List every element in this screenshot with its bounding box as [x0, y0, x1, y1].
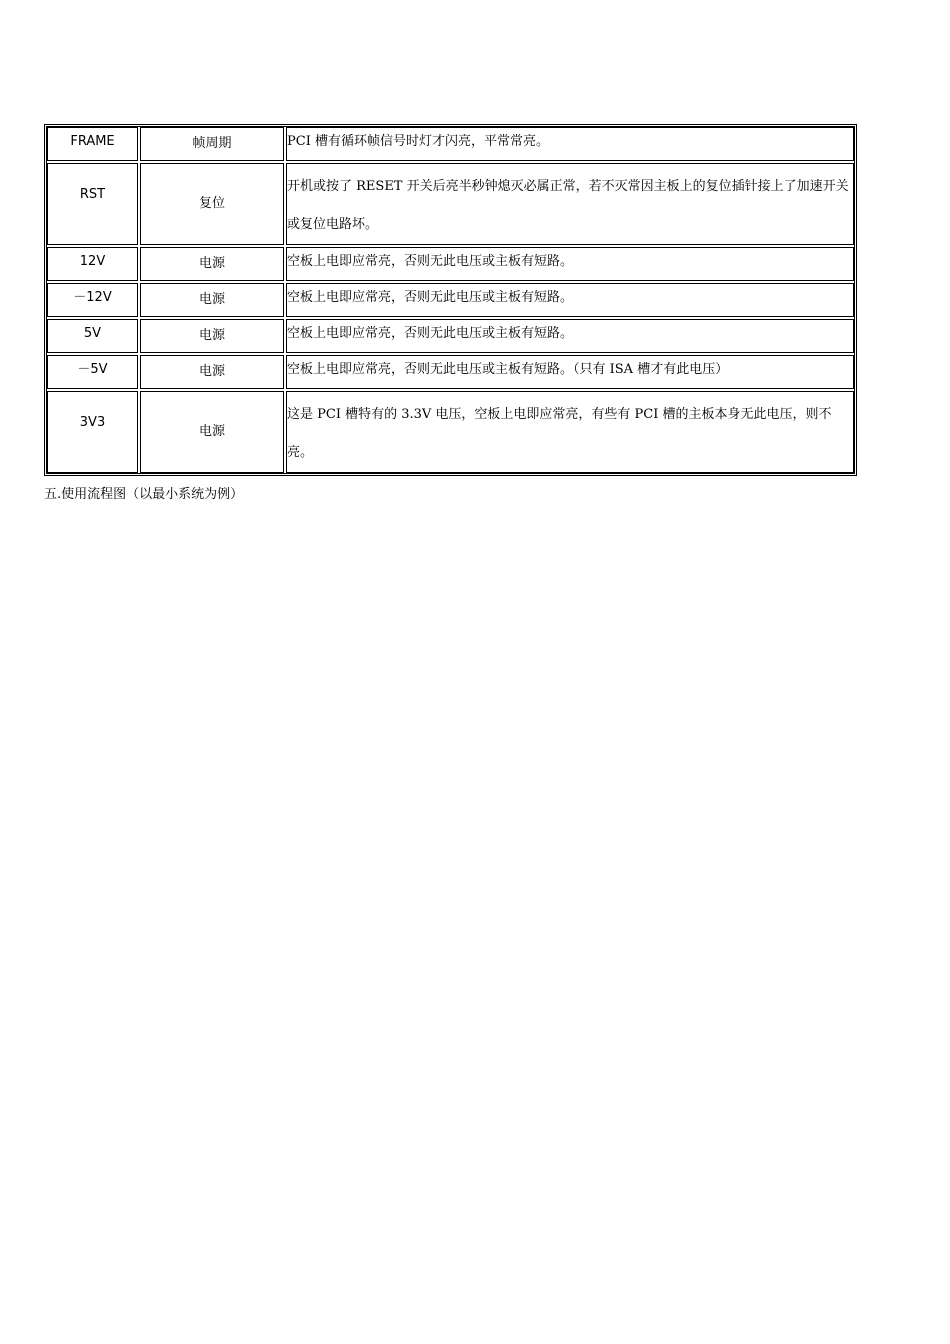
signal-name-cell: RST — [47, 163, 138, 245]
signal-name-cell: 3V3 — [47, 391, 138, 473]
signal-function-cell: 帧周期 — [140, 127, 284, 161]
signal-function-cell: 电源 — [140, 355, 284, 389]
signal-description-cell: 开机或按了 RESET 开关后亮半秒钟熄灭必属正常，若不灭常因主板上的复位插针接上了加速开关或复位电路坏。 — [286, 163, 854, 245]
signal-description-cell: PCI 槽有循环帧信号时灯才闪亮，平常常亮。 — [286, 127, 854, 161]
signal-description-cell: 空板上电即应常亮，否则无此电压或主板有短路。 — [286, 247, 854, 281]
signal-name-cell: －5V — [47, 355, 138, 389]
table-row — [47, 319, 854, 353]
signal-description-cell: 空板上电即应常亮，否则无此电压或主板有短路。 — [286, 283, 854, 317]
signal-function-cell: 电源 — [140, 391, 284, 473]
table-row — [47, 355, 854, 389]
signal-name-cell: －12V — [47, 283, 138, 317]
signal-function-cell: 复位 — [140, 163, 284, 245]
signal-function-cell: 电源 — [140, 283, 284, 317]
signal-table-body — [47, 127, 854, 473]
table-row — [47, 247, 854, 281]
signal-name-cell: 5V — [47, 319, 138, 353]
section-caption: 五.使用流程图（以最小系统为例） — [44, 487, 244, 502]
signal-description-cell: 这是 PCI 槽特有的 3.3V 电压，空板上电即应常亮，有些有 PCI 槽的主板本身无此电压，则不亮。 — [286, 391, 854, 473]
signal-description-cell: 空板上电即应常亮，否则无此电压或主板有短路。（只有 ISA 槽才有此电压） — [286, 355, 854, 389]
table-row — [47, 127, 854, 161]
signal-name-cell: 12V — [47, 247, 138, 281]
signal-function-cell: 电源 — [140, 319, 284, 353]
signal-function-cell: 电源 — [140, 247, 284, 281]
signal-table — [44, 124, 857, 476]
signal-name-cell: FRAME — [47, 127, 138, 161]
table-row — [47, 391, 854, 473]
table-row — [47, 163, 854, 245]
table-row — [47, 283, 854, 317]
signal-description-cell: 空板上电即应常亮，否则无此电压或主板有短路。 — [286, 319, 854, 353]
